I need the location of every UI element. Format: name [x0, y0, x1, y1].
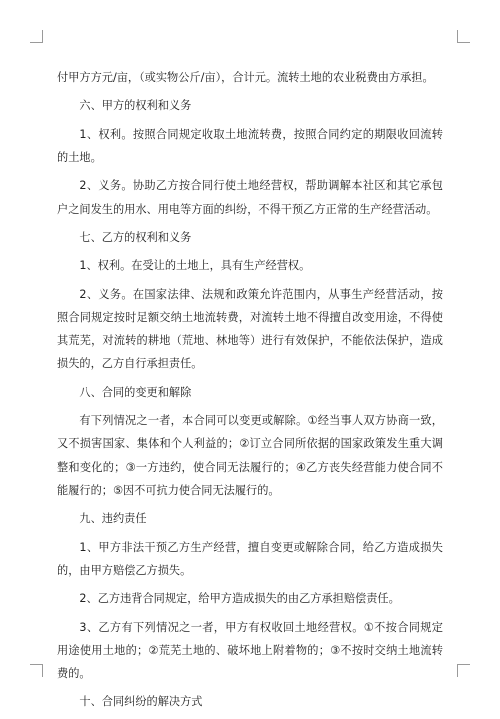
section-heading-party-b-rights: 七、乙方的权利和义务: [79, 230, 192, 244]
section-heading-party-a-rights: 六、甲方的权利和义务: [79, 99, 192, 113]
section-heading-contract-change: 八、合同的变更和解除: [79, 385, 192, 399]
paragraph-party-b-obligations: 2、义务。在国家法律、法规和政策允许范围内，从事生产经营活动，按照合同规定按时足额交纳土地流转费，对流转土地不得擅自改变用途，不得使其荒芜，对流转的耕地（荒地、林地等）进行有效保护，不能依法保护，造成损失的，乙方自行承担责任。: [57, 287, 443, 371]
crop-mark-top-left: [30, 30, 43, 43]
paragraph-party-a-obligations: 2、义务。协助乙方按合同行使土地经营权，帮助调解本社区和其它承包户之间发生的用水、用电等方面的纠纷，不得干预乙方正常的生产经营活动。: [57, 179, 443, 216]
paragraph-party-a-rights: 1、权利。按照合同规定收取土地流转费，按照合同约定的期限收回流转的土地。: [57, 127, 443, 164]
section-heading-dispute-resolution: 十、合同纠纷的解决方式: [79, 695, 203, 709]
document-page: [57, 66, 443, 719]
paragraph-party-b-rights: 1、权利。在受让的土地上，具有生产经营权。: [79, 259, 311, 273]
crop-mark-top-right: [457, 30, 470, 43]
paragraph-fee-payment: 付甲方方元/亩，（或实物公斤/亩），合计元。流转土地的农业税费由方承担。: [57, 71, 434, 84]
crop-mark-bottom-right: [457, 664, 470, 677]
paragraph-liability-party-b: 2、乙方违背合同规定，给甲方造成损失的由乙方承担赔偿责任。: [79, 592, 400, 606]
section-heading-liability: 九、违约责任: [79, 512, 147, 526]
paragraph-contract-change: 有下列情况之一者，本合同可以变更或解除。①经当事人双方协商一致，又不损害国家、集体和个人利益的；②订立合同所依据的国家政策发生重大调整和变化的；③一方违约，使合同无法履行的；④乙方丧失经营能力使合同不能履行的；⑤因不可抗力使合同无法履行的。: [57, 414, 443, 497]
crop-mark-bottom-left: [30, 664, 43, 677]
paragraph-land-recovery: 3、乙方有下列情况之一者，甲方有权收回土地经营权。①不按合同规定用途使用土地的；②荒芜土地的、破坏地上附着物的；③不按时交纳土地流转费的。: [57, 620, 443, 680]
paragraph-liability-party-a: 1、甲方非法干预乙方生产经营，擅自变更或解除合同，给乙方造成损失的，由甲方赔偿乙方损失。: [57, 540, 443, 577]
